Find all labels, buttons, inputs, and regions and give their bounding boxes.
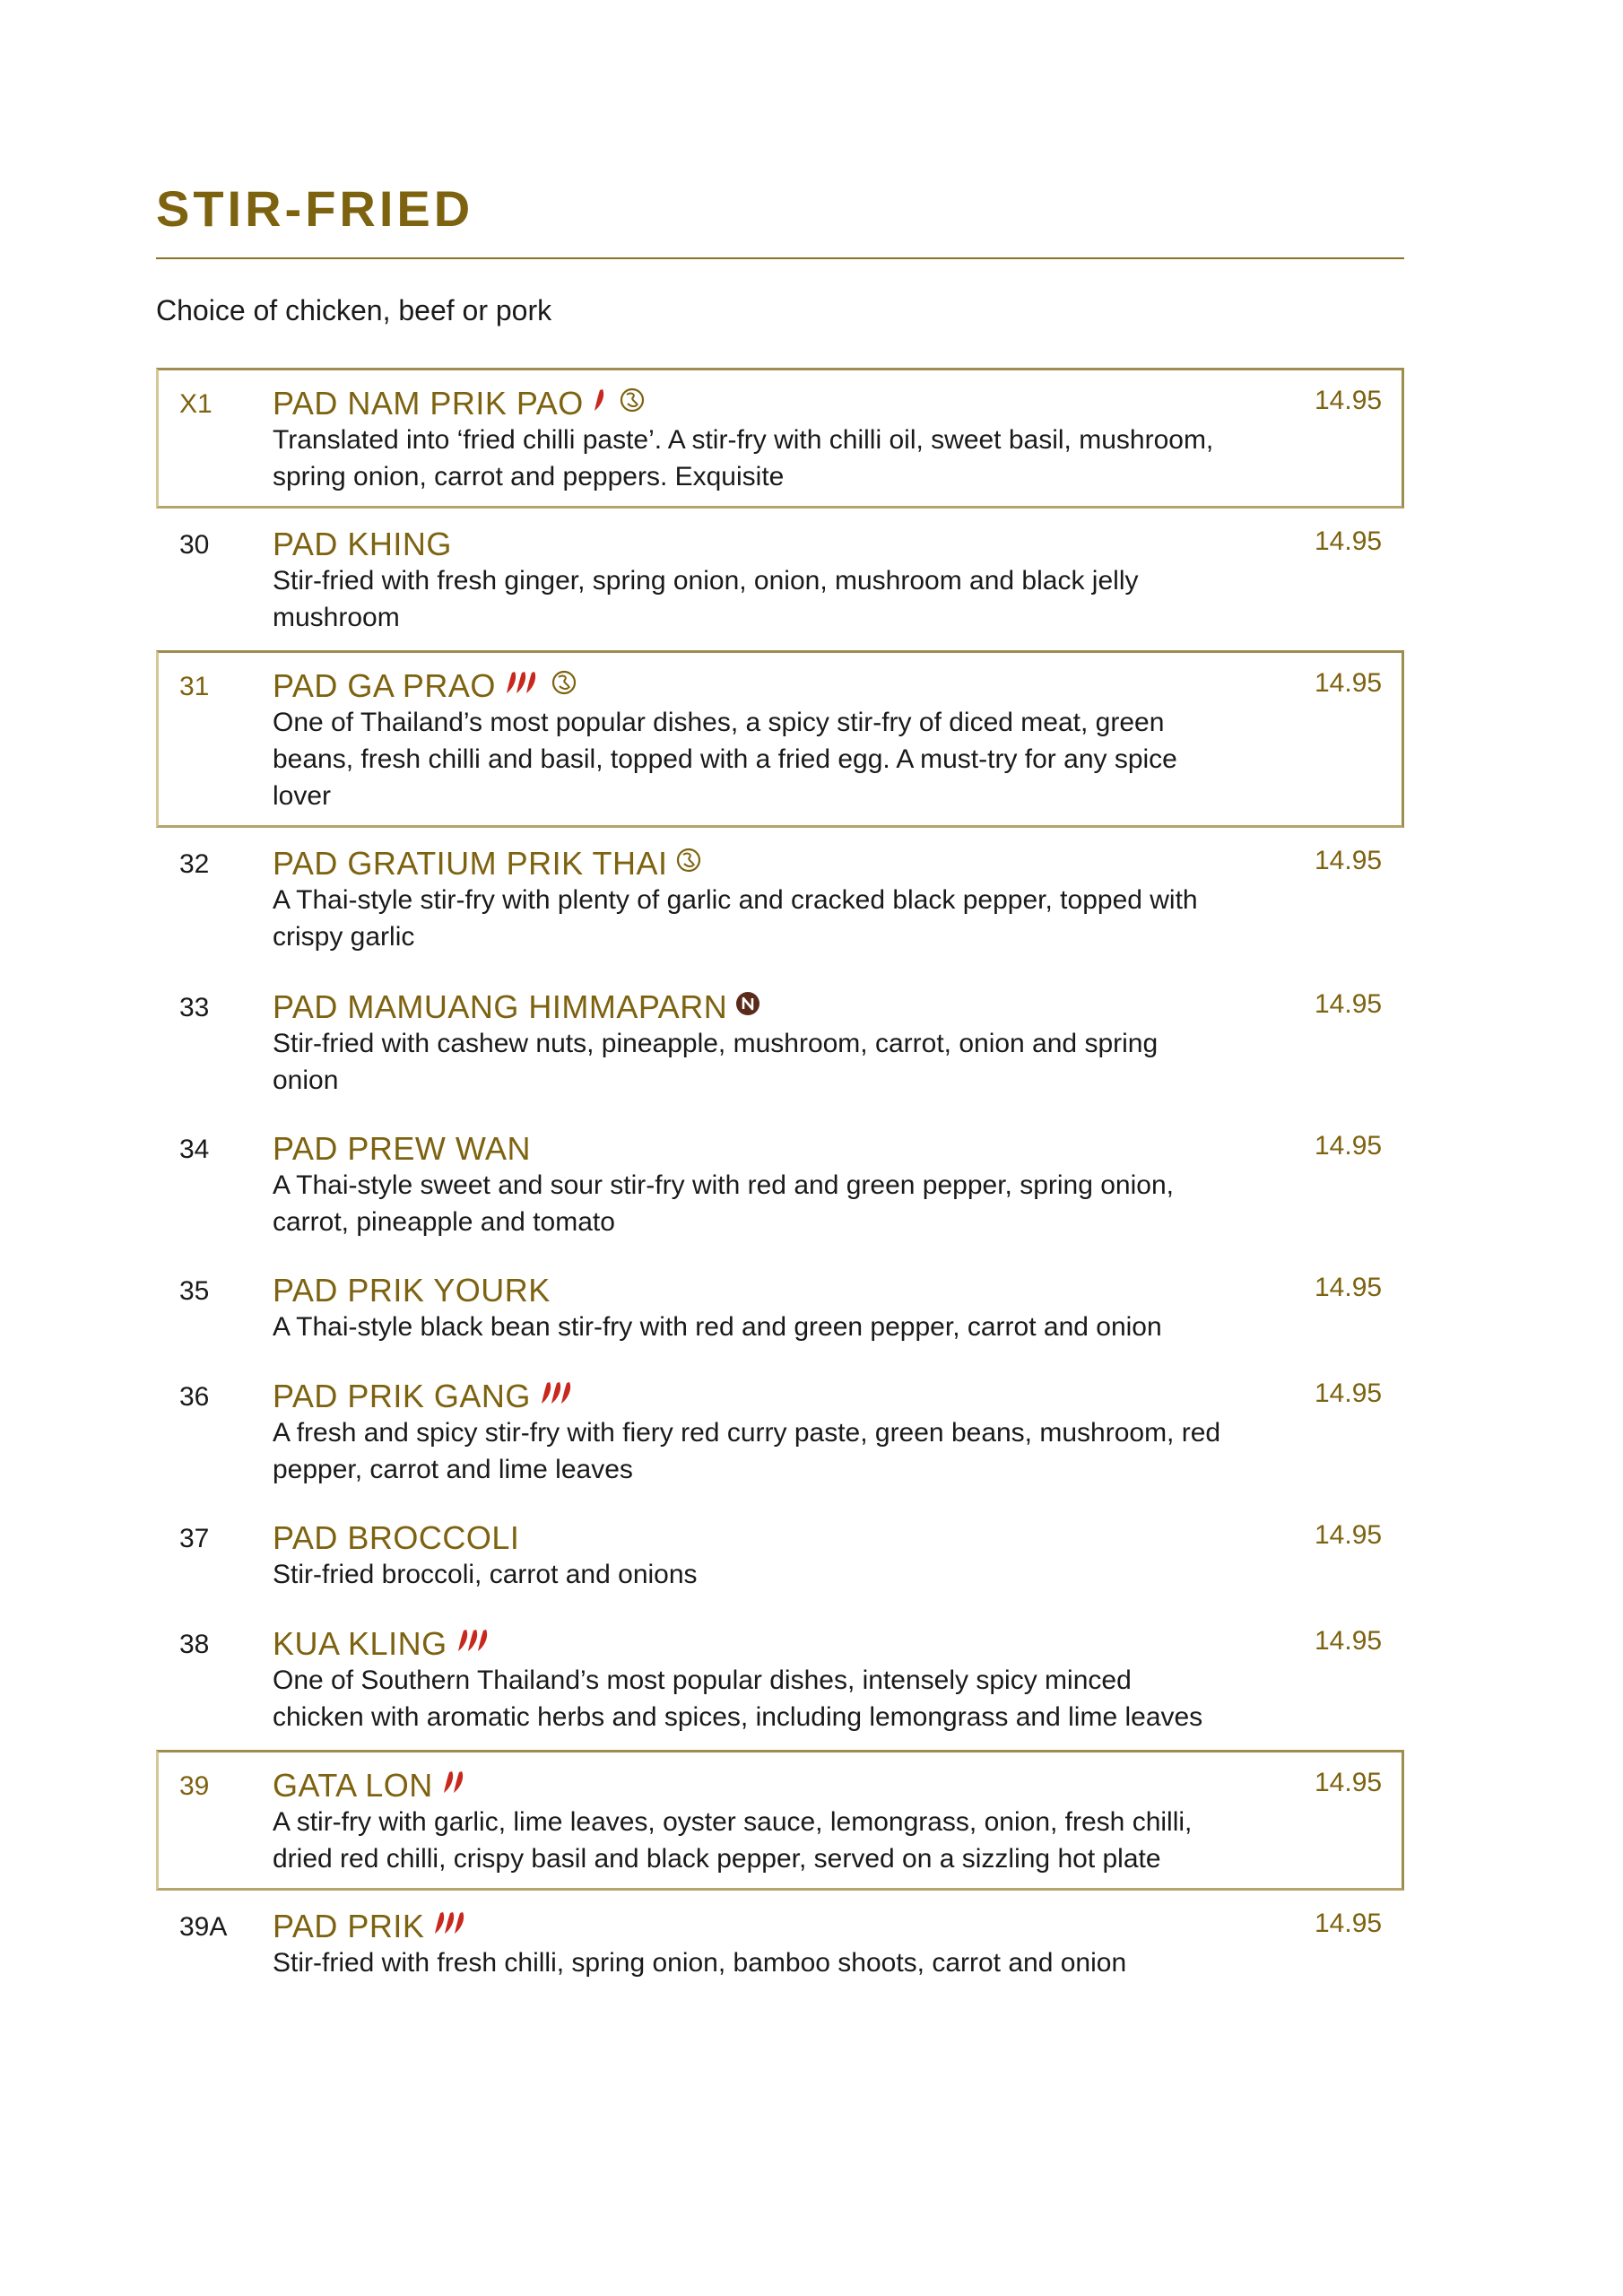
item-name-text: KUA KLING (273, 1625, 447, 1662)
item-price: 14.95 (1315, 1378, 1383, 1408)
menu-item (156, 971, 1404, 1113)
item-price: 14.95 (1315, 668, 1383, 698)
menu-item (156, 828, 1404, 971)
item-description: Translated into ‘fried chilli paste’. A stir-fry with chilli oil, sweet basil, mushroom, spring onion, carrot and peppers. Exquisite (273, 425, 1214, 491)
item-price: 14.95 (1315, 846, 1383, 875)
menu-item (156, 1608, 1404, 1750)
item-description: A Thai-style black bean stir-fry with red and green pepper, carrot and onion (273, 1312, 1162, 1342)
item-name (273, 1130, 532, 1167)
item-description: A fresh and spicy stir-fry with fiery red curry paste, green beans, mushroom, red pepper, carrot and lime leaves (273, 1418, 1221, 1484)
item-price: 14.95 (1315, 526, 1383, 556)
item-description: One of Southern Thailand’s most popular dishes, intensely spicy minced chicken with aromatic herbs and spices, including lemongrass and lime leaves (273, 1665, 1203, 1732)
wok-icon (551, 669, 577, 701)
item-price: 14.95 (1315, 386, 1383, 415)
item-number: 39 (179, 1771, 210, 1801)
menu-item (156, 650, 1404, 828)
item-name-text: PAD BROCCOLI (273, 1519, 520, 1556)
menu-item (156, 1750, 1404, 1891)
item-description: Stir-fried with fresh ginger, spring onion, onion, mushroom and black jelly mushroom (273, 566, 1139, 632)
item-price: 14.95 (1315, 1909, 1383, 1938)
item-name (273, 1380, 578, 1414)
menu-item (156, 1113, 1404, 1255)
item-name (273, 667, 577, 704)
item-description: Stir-fried with fresh chilli, spring onion, bamboo shoots, carrot and onion (273, 1948, 1127, 1978)
chilli-icon (538, 1379, 578, 1412)
item-name (273, 528, 452, 561)
item-description: A Thai-style stir-fry with plenty of garlic and cracked black pepper, topped with crispy garlic (273, 885, 1198, 952)
menu-item (156, 1502, 1404, 1608)
item-number: 31 (179, 672, 210, 701)
item-description: One of Thailand’s most popular dishes, a spicy stir-fry of diced meat, green beans, fresh chilli and basil, topped with a fried egg. A must-try for any spice lover (273, 708, 1177, 811)
item-number: 32 (179, 849, 210, 879)
item-name (273, 1625, 495, 1662)
item-number: 34 (179, 1135, 210, 1164)
menu-item (156, 1255, 1404, 1361)
item-name-text: PAD NAM PRIK PAO (273, 385, 584, 422)
item-number: 36 (179, 1382, 210, 1412)
item-price: 14.95 (1315, 1131, 1383, 1161)
item-name-text: PAD GRATIUM PRIK THAI (273, 845, 668, 882)
menu-item (156, 509, 1404, 650)
chilli-icon (455, 1627, 495, 1659)
chilli-icon (440, 1769, 471, 1801)
page-title: STIR-FRIED (156, 180, 474, 237)
wok-icon (675, 847, 702, 879)
item-price: 14.95 (1315, 1626, 1383, 1656)
item-description: Stir-fried broccoli, carrot and onions (273, 1560, 698, 1589)
chilli-icon (503, 669, 543, 701)
item-name-text: PAD PRIK (273, 1908, 425, 1944)
item-name (273, 1274, 551, 1307)
nut-icon (734, 990, 761, 1022)
chilli-icon (431, 1909, 472, 1942)
item-name-text: PAD PRIK YOURK (273, 1272, 551, 1309)
page-subtitle: Choice of chicken, beef or pork (156, 294, 552, 326)
item-price: 14.95 (1315, 1273, 1383, 1302)
item-name (273, 1767, 471, 1804)
item-number: 30 (179, 530, 210, 560)
item-name (273, 988, 761, 1025)
item-name (273, 387, 646, 422)
item-price: 14.95 (1315, 1768, 1383, 1797)
item-description: Stir-fried with cashew nuts, pineapple, mushroom, carrot, onion and spring onion (273, 1029, 1159, 1095)
item-name-text: PAD KHING (273, 526, 452, 562)
item-name (273, 1910, 472, 1944)
item-number: 38 (179, 1630, 210, 1659)
item-number: 39A (179, 1912, 228, 1942)
item-price: 14.95 (1315, 1520, 1383, 1550)
wok-icon (619, 387, 646, 419)
item-number: 37 (179, 1524, 210, 1553)
item-number: 33 (179, 993, 210, 1022)
item-number: X1 (179, 389, 213, 419)
item-price: 14.95 (1315, 989, 1383, 1019)
item-description: A Thai-style sweet and sour stir-fry with red and green pepper, spring onion, carrot, pineapple and tomato (273, 1170, 1174, 1237)
menu-item (156, 368, 1404, 509)
item-name-text: PAD PRIK GANG (273, 1378, 531, 1414)
item-name-text: PAD PREW WAN (273, 1130, 532, 1167)
menu-item (156, 1361, 1404, 1502)
item-name (273, 1519, 520, 1556)
menu-item (156, 1891, 1404, 1998)
item-name-text: PAD MAMUANG HIMMAPARN (273, 988, 728, 1025)
item-name-text: PAD GA PRAO (273, 667, 496, 704)
item-name (273, 845, 702, 882)
item-number: 35 (179, 1276, 210, 1306)
chilli-icon (591, 387, 612, 419)
item-name-text: GATA LON (273, 1767, 433, 1804)
item-description: A stir-fry with garlic, lime leaves, oyster sauce, lemongrass, onion, fresh chilli, dried red chilli, crispy basil and black pepper, served on a sizzling hot plate (273, 1807, 1193, 1874)
